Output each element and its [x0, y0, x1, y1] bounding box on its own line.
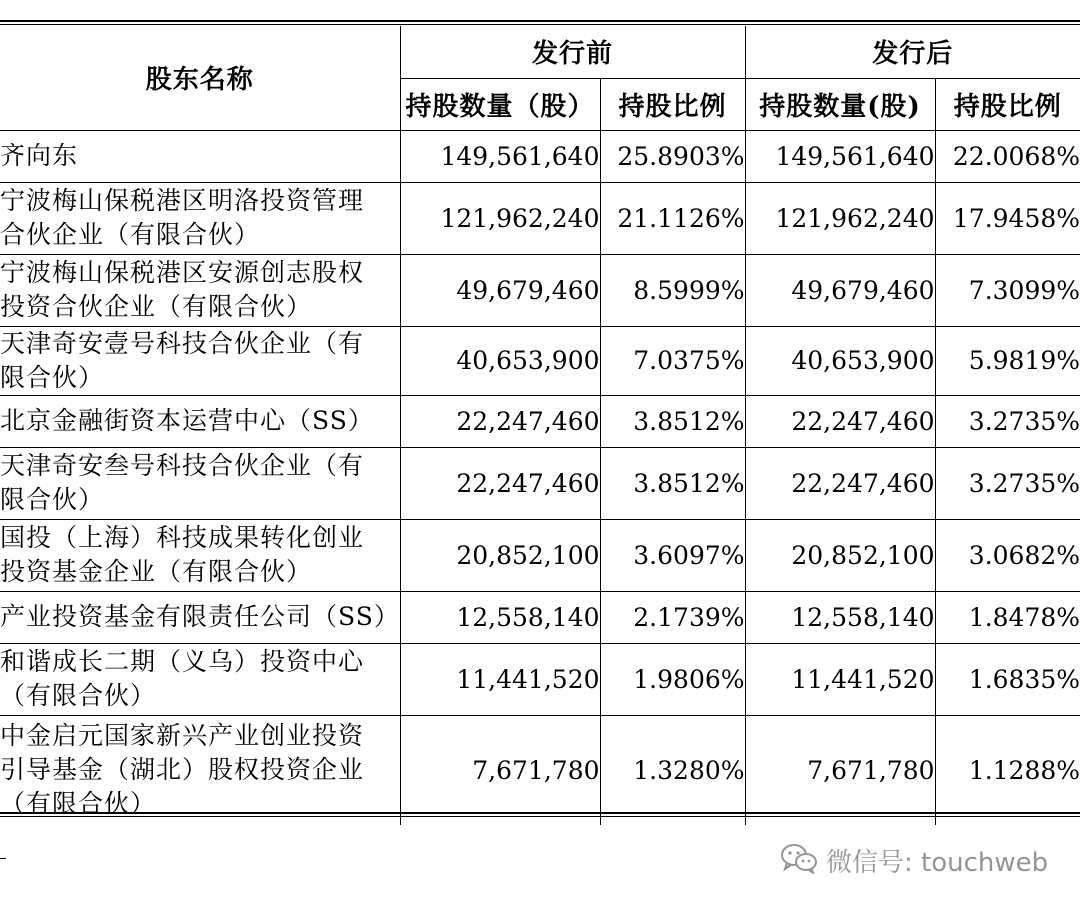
table-row: [0, 591, 1080, 643]
after-shares-cell: 20,852,100: [745, 519, 935, 591]
header-after-issue: 发行后: [745, 26, 1080, 78]
before-shares-cell: 11,441,520: [400, 643, 600, 715]
header-before-shares: 持股数量（股）: [400, 78, 600, 130]
shareholder-name-line: 天津奇安叁号科技合伙企业（有: [0, 451, 365, 480]
before-shares-cell: 7,671,780: [400, 715, 600, 825]
table-row: [0, 519, 1080, 591]
header-shareholder-name: 股东名称: [0, 26, 400, 130]
after-ratio-cell: 7.3099%: [935, 254, 1080, 326]
before-shares-cell: 12,558,140: [400, 591, 600, 643]
shareholder-name-line: （有限合伙）: [0, 789, 157, 819]
before-shares-cell: 22,247,460: [400, 395, 600, 447]
after-ratio-cell: 5.9819%: [935, 326, 1080, 395]
shareholder-name-line: 宁波梅山保税港区安源创志股权: [0, 258, 365, 287]
before-ratio-cell: 2.1739%: [600, 591, 745, 643]
after-ratio-cell: 17.9458%: [935, 182, 1080, 254]
after-shares-cell: 11,441,520: [745, 643, 935, 715]
header-before-ratio: 持股比例: [600, 78, 745, 130]
after-ratio-cell: 1.6835%: [935, 643, 1080, 715]
before-ratio-cell: 7.0375%: [600, 326, 745, 395]
before-shares-cell: 149,561,640: [400, 130, 600, 182]
shareholder-name-line: （有限合伙）: [0, 681, 157, 710]
shareholder-name-line: 投资合伙企业（有限合伙）: [0, 292, 313, 321]
shareholder-name-cell: [0, 254, 400, 326]
after-shares-cell: 22,247,460: [745, 447, 935, 519]
table-bottom-rule: [0, 812, 1080, 817]
table-row: [0, 447, 1080, 519]
before-ratio-cell: 8.5999%: [600, 254, 745, 326]
shareholder-name-cell: [0, 447, 400, 519]
before-shares-cell: 22,247,460: [400, 447, 600, 519]
after-ratio-cell: 3.2735%: [935, 447, 1080, 519]
before-ratio-cell: 21.1126%: [600, 182, 745, 254]
after-shares-cell: 121,962,240: [745, 182, 935, 254]
after-ratio-cell: 3.0682%: [935, 519, 1080, 591]
after-ratio-cell: 3.2735%: [935, 395, 1080, 447]
table-row: [0, 643, 1080, 715]
wechat-icon: [780, 842, 818, 878]
page-margin-mark: [0, 858, 6, 859]
table-row: [0, 182, 1080, 254]
shareholder-name-line: 产业投资基金有限责任公司（SS）: [0, 602, 400, 631]
before-shares-cell: 49,679,460: [400, 254, 600, 326]
table-row: [0, 254, 1080, 326]
shareholder-name-cell: [0, 715, 400, 825]
shareholder-name-cell: [0, 130, 400, 182]
shareholder-name-line: 限合伙）: [0, 485, 105, 514]
header-before-issue: 发行前: [400, 26, 745, 78]
shareholder-name-cell: [0, 519, 400, 591]
shareholder-name-cell: [0, 182, 400, 254]
before-ratio-cell: 3.8512%: [600, 447, 745, 519]
wechat-watermark: [780, 840, 1048, 880]
shareholder-name-cell: [0, 643, 400, 715]
table-row: [0, 715, 1080, 825]
shareholder-name-line: 国投（上海）科技成果转化创业: [0, 523, 365, 552]
shareholder-name-line: 限合伙）: [0, 362, 105, 392]
header-after-ratio: 持股比例: [935, 78, 1080, 130]
after-shares-cell: 149,561,640: [745, 130, 935, 182]
after-shares-cell: 12,558,140: [745, 591, 935, 643]
shareholder-name-line: 北京金融街资本运营中心（SS）: [0, 406, 374, 435]
shareholder-name-line: 和谐成长二期（义乌）投资中心: [0, 647, 365, 676]
before-ratio-cell: 3.8512%: [600, 395, 745, 447]
after-shares-cell: 7,671,780: [745, 715, 935, 825]
after-ratio-cell: 1.1288%: [935, 715, 1080, 825]
before-shares-cell: 40,653,900: [400, 326, 600, 395]
before-ratio-cell: 3.6097%: [600, 519, 745, 591]
shareholder-name-line: 天津奇安壹号科技合伙企业（有: [0, 328, 365, 358]
after-ratio-cell: 1.8478%: [935, 591, 1080, 643]
shareholder-name-line: 齐向东: [0, 141, 79, 170]
shareholder-name-line: 合伙企业（有限合伙）: [0, 220, 261, 249]
shareholder-name-cell: [0, 591, 400, 643]
shareholder-name-cell: [0, 395, 400, 447]
after-ratio-cell: 22.0068%: [935, 130, 1080, 182]
shareholder-name-line: 引导基金（湖北）股权投资企业: [0, 755, 365, 785]
shareholder-name-line: 投资基金企业（有限合伙）: [0, 557, 313, 586]
watermark-text: 微信号: touchweb: [826, 847, 1049, 878]
table-row: [0, 395, 1080, 447]
after-shares-cell: 40,653,900: [745, 326, 935, 395]
after-shares-cell: 49,679,460: [745, 254, 935, 326]
before-ratio-cell: 1.3280%: [600, 715, 745, 825]
after-shares-cell: 22,247,460: [745, 395, 935, 447]
before-ratio-cell: 25.8903%: [600, 130, 745, 182]
table-row: [0, 130, 1080, 182]
table-top-rule: [0, 20, 1080, 25]
shareholder-name-line: 宁波梅山保税港区明洛投资管理: [0, 186, 365, 215]
before-ratio-cell: 1.9806%: [600, 643, 745, 715]
before-shares-cell: 20,852,100: [400, 519, 600, 591]
header-after-shares: 持股数量(股): [745, 78, 935, 130]
before-shares-cell: 121,962,240: [400, 182, 600, 254]
shareholder-name-line: 中金启元国家新兴产业创业投资: [0, 721, 365, 751]
table-row: [0, 326, 1080, 395]
shareholder-table: [0, 26, 1080, 825]
shareholder-name-cell: [0, 326, 400, 395]
